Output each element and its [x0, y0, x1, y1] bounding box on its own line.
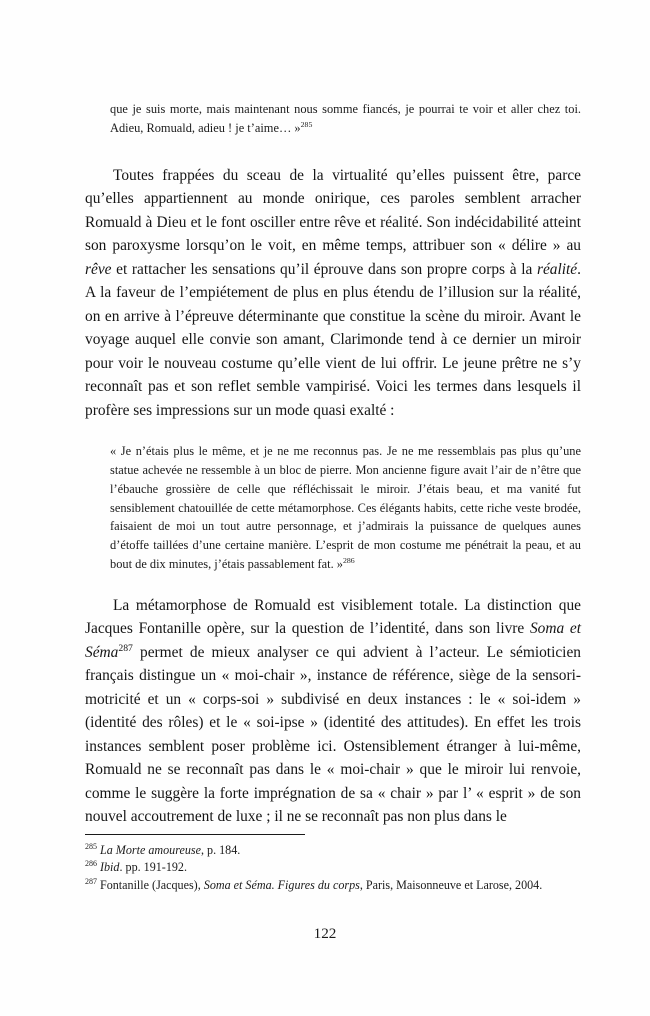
footnote-number-285: 285 — [85, 841, 97, 851]
footnote-286-title: Ibid — [99, 860, 120, 875]
footnote-287 — [85, 877, 581, 894]
footnote-285 — [85, 842, 581, 859]
spacer — [85, 574, 581, 594]
footnote-287-pre: Fontanille (Jacques), — [96, 877, 204, 892]
paragraph-2-segment-1: La métamorphose de Romuald est visiblement totale. La distinction que Jacques Fontanille opère, sur la question de l’identité, dans son livre — [85, 596, 581, 638]
body-paragraph-1 — [85, 164, 581, 422]
italic-soma-et-sema: Soma et Séma — [85, 620, 581, 661]
paragraph-1-segment-1: Toutes frappées du sceau de la virtualité qu’elles puissent être, parce qu’elles appartiennent au monde onirique, ces paroles semblent arracher Romuald à Dieu et le font osciller entre rêve et réalité. Son indécidabilité atteint son paroxysme lorsqu’on le voit, en même temps, attribuer son « délire » au — [85, 166, 581, 255]
footnote-ref-286[interactable]: 286 — [342, 555, 355, 565]
main-block-quote — [110, 442, 581, 574]
top-block-quote — [110, 100, 581, 138]
footnote-number-287: 287 — [85, 876, 97, 886]
spacer — [85, 422, 581, 442]
footnote-area — [85, 834, 581, 894]
footnote-285-title: La Morte amoureuse — [99, 843, 201, 857]
footnote-ref-287[interactable]: 287 — [118, 642, 133, 654]
spacer — [85, 138, 581, 164]
paragraph-1-segment-3: . A la faveur de l’empiétement de plus en plus étendu de l’illusion sur la réalité, on en arrive à l’épreuve déterminante que constitue la scène du miroir. Avant le voyage auquel elle convie son amant, Clarimonde tend à ce dernier un miroir pour voir le nouveau costume qu’elle vient de lui offrir. Le jeune prêtre ne s’y reconnaît pas et son reflet semble vampirisé. Voici les termes dans lesquels il profère ses impressions sur un mode quasi exalté : — [85, 260, 581, 419]
page-number: 122 — [313, 925, 337, 942]
page-content — [85, 100, 581, 829]
italic-realite: réalité — [536, 260, 578, 278]
footnote-285-rest: , p. 184. — [200, 843, 241, 857]
body-paragraph-2 — [85, 594, 581, 829]
paragraph-1-segment-2: et rattacher les sensations qu’il éprouve dans son propre corps à la — [111, 260, 537, 278]
footnote-287-title: Soma et Séma. Figures du corps — [203, 877, 360, 892]
block-quote-text: « Je n’étais plus le même, et je ne me reconnus pas. Je ne me ressemblais pas plus qu’une statue achevée ne ressemble à un bloc de pierre. Mon ancienne figure avait l’air de n’être que l’ébauche grossière de celle que réfléchissait le miroir. J’étais beau, et ma vanité fut sensiblement chatouillée de cette métamorphose. Ces élégants habits, cette riche veste brodée, faisaient de moi un tout autre personnage, et j’admirais la puissance de quelques aunes d’étoffe taillées d’une certaine manière. L’esprit de mon costume me pénétrait la peau, et au bout de dix minutes, j’étais passablement fat. » — [110, 444, 581, 572]
paragraph-2-segment-2: permet de mieux analyser ce qui advient à l’acteur. Le sémioticien français distingue un « moi-chair », instance de référence, siège de la sensori-motricité et un « corps-soi » subdivisé en deux instances : le « soi-idem » (identité des rôles) et le « soi-ipse » (identité des attitudes). En effet les trois instances semblent poser problème ici. Ostensiblement étranger à lui-même, Romuald ne se reconnaît pas dans le « moi-chair » que le miroir lui renvoie, comme le suggère la forte imprégnation de sa « chair » par l’ « esprit » de son nouvel accoutrement de luxe ; il ne se reconnaît pas non plus dans le — [85, 643, 581, 826]
footnote-separator-rule — [85, 834, 305, 835]
footnote-number-286: 286 — [85, 859, 97, 869]
italic-reve: rêve — [85, 260, 112, 278]
top-quote-text: que je suis morte, mais maintenant nous somme fiancés, je pourrai te voir et aller chez toi. Adieu, Romuald, adieu ! je t’aime… » — [110, 102, 581, 135]
footnote-286-rest: . pp. 191-192. — [119, 860, 187, 875]
footnote-ref-285[interactable]: 285 — [300, 119, 313, 129]
footnote-286 — [85, 859, 581, 876]
footnote-287-rest: , Paris, Maisonneuve et Larose, 2004. — [359, 877, 543, 892]
